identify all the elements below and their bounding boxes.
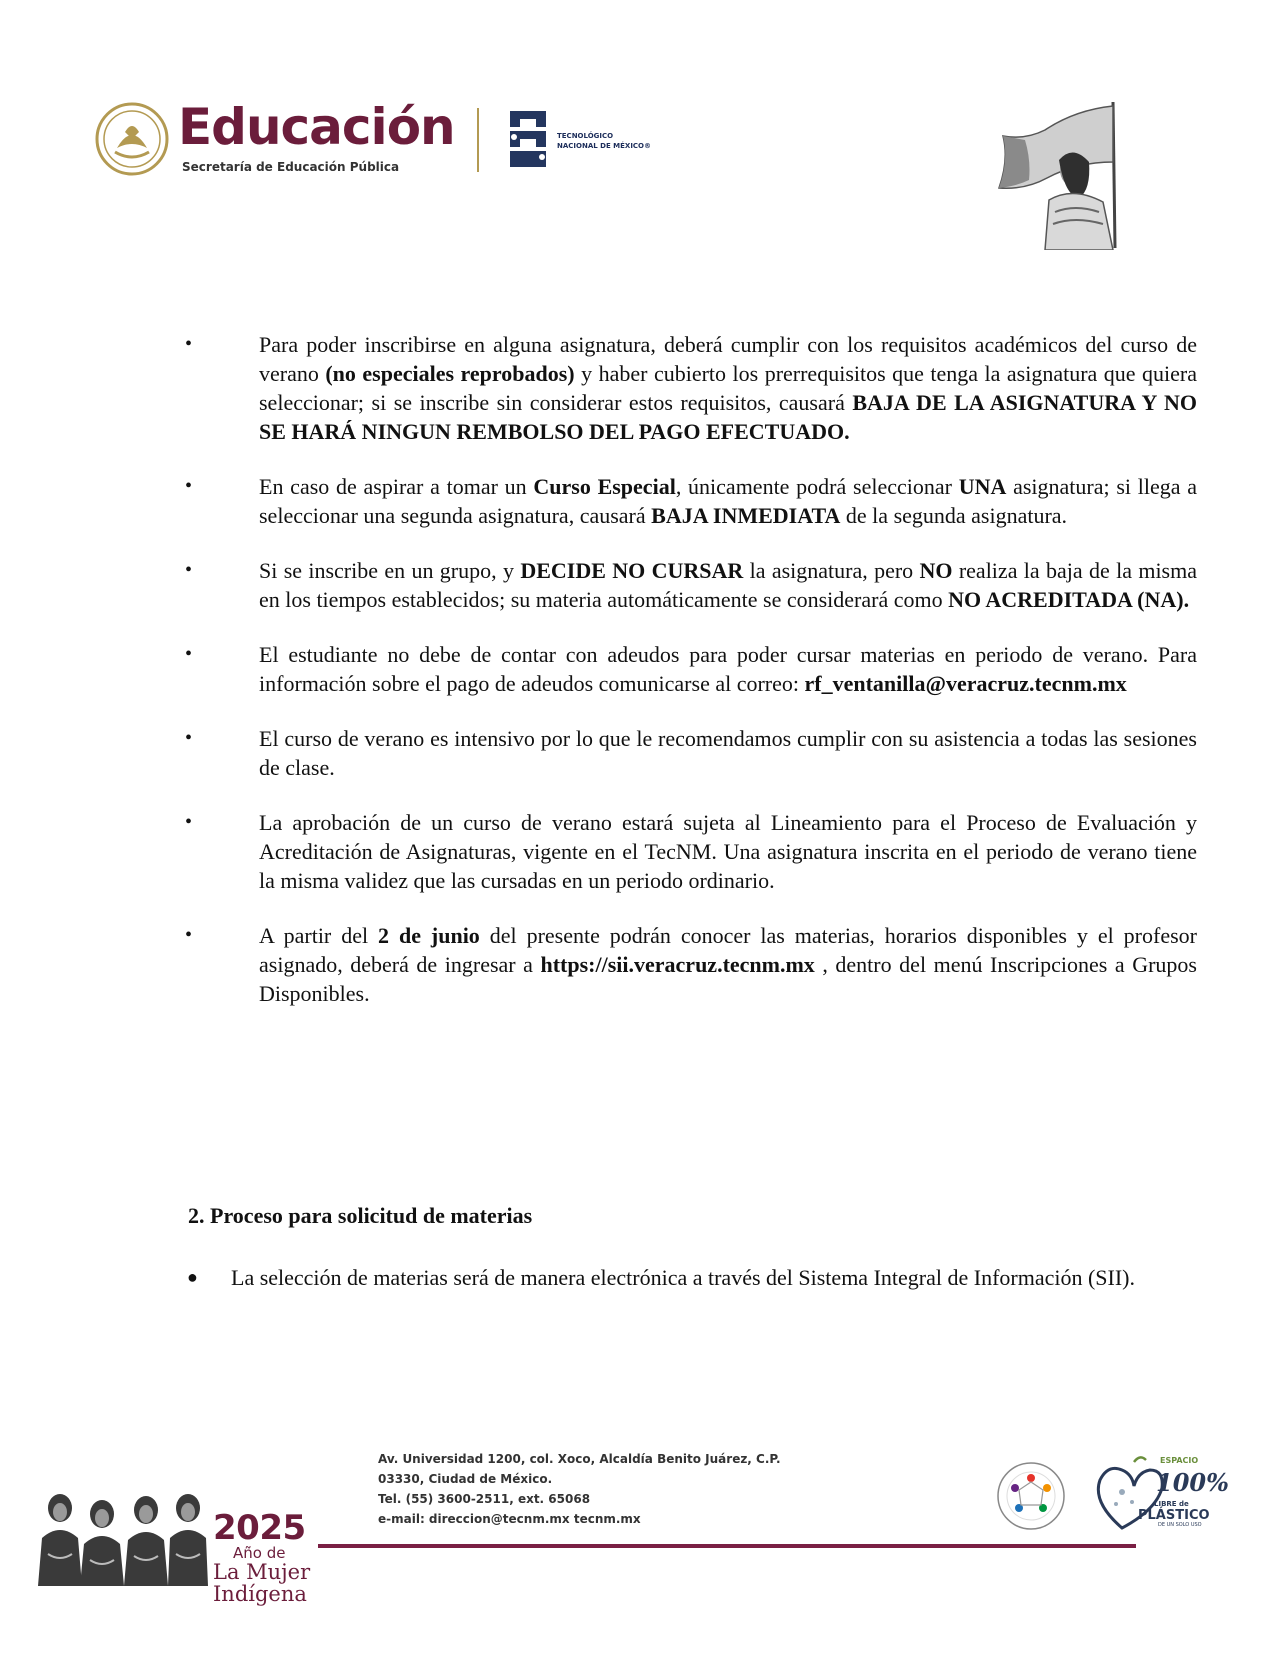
labor-equality-seal-icon <box>995 1460 1067 1532</box>
list-item <box>0 556 1275 614</box>
body-text: Si se inscribe en un grupo, y <box>259 558 521 583</box>
body-text: Para poder inscribirse en alguna asignatura, deberá cumplir con los requisitos académicos del curso de verano <box>259 332 1197 386</box>
bullet-dot: ● <box>187 1267 198 1287</box>
header-divider <box>477 108 479 172</box>
footer-rule <box>318 1544 1136 1548</box>
list-item-text <box>259 808 1197 895</box>
emphasis-text: https://sii.veracruz.tecnm.mx <box>540 952 815 977</box>
address-line-1: Av. Universidad 1200, col. Xoco, Alcaldía Benito Juárez, C.P. <box>378 1452 781 1466</box>
body-text: asignatura; si llega a seleccionar una segunda asignatura, causará <box>259 474 1198 528</box>
tecnm-line2: NACIONAL DE MÉXICO® <box>557 142 652 150</box>
page-header <box>0 0 1275 260</box>
bullet-dot: • <box>185 924 193 946</box>
body-text: del presente podrán conocer las materias, horarios disponibles y el profesor asignado, deberá de ingresar a <box>259 923 1197 977</box>
emphasis-text: 2 de junio <box>378 923 480 948</box>
list-item <box>0 808 1275 895</box>
body-text: de la segunda asignatura. <box>840 503 1068 528</box>
emphasis-text: NO ACREDITADA (NA). <box>948 587 1190 612</box>
plastic-badge-libre: LIBRE de <box>1154 1500 1189 1508</box>
body-text: , dentro del menú Inscripciones a Grupos Disponibles. <box>259 952 1197 1006</box>
phone-number: Tel. (55) 3600-2511, ext. 65068 <box>378 1492 591 1506</box>
brand-title: Educación <box>178 98 455 156</box>
email-contact: e-mail: direccion@tecnm.mx tecnm.mx <box>378 1512 641 1526</box>
indigenous-women-illustration-icon <box>38 1478 208 1586</box>
bullet-dot: • <box>185 475 193 497</box>
body-text: La aprobación de un curso de verano estará sujeta al Lineamiento para el Proceso de Evaluación y Acreditación de Asignaturas, vigente en el TecNM. Una asignatura inscrita en el periodo de verano tiene la misma validez que las cursadas en un periodo ordinario. <box>259 810 1197 893</box>
bullet-dot: • <box>185 333 193 355</box>
body-text: realiza la baja de la misma en los tiempos establecidos; su materia automáticamente se considerará como <box>259 558 1197 612</box>
body-text: y haber cubierto los prerrequisitos que tenga la asignatura que quiera seleccionar; si se inscribe sin considerar estos requisitos, causará <box>259 361 1198 415</box>
body-text: , únicamente podrá seleccionar <box>675 474 959 499</box>
list-item <box>0 330 1275 446</box>
address-line-2: 03330, Ciudad de México. <box>378 1472 553 1486</box>
body-text: El estudiante no debe de contar con adeudos para poder cursar materias en periodo de verano. Para información sobre el pago de adeudos comunicarse al correo: <box>259 642 1197 696</box>
bullet-dot: • <box>185 811 193 833</box>
plastic-badge-desc: DE UN SOLO USO <box>1158 1522 1202 1528</box>
list-item <box>0 472 1275 530</box>
emphasis-text: BAJA INMEDIATA <box>651 503 841 528</box>
tecnm-line1: TECNOLÓGICO <box>557 132 614 140</box>
list-item <box>0 640 1275 698</box>
section-heading: 2. Proceso para solicitud de materias <box>188 1203 533 1228</box>
bullet-dot: • <box>185 727 193 749</box>
emphasis-text: DECIDE NO CURSAR <box>520 558 744 583</box>
section-item-text: La selección de materias será de manera electrónica a través del Sistema Integral de Información (SII). <box>231 1265 1136 1290</box>
list-item-text <box>259 556 1197 614</box>
tecnm-logo-icon <box>506 107 550 171</box>
body-text: la asignatura, pero <box>743 558 920 583</box>
list-item-text <box>259 724 1197 782</box>
year-caption-1: Año de <box>233 1544 286 1562</box>
requirements-list <box>0 330 1275 1034</box>
plastic-badge-percent: 100% <box>1156 1468 1229 1497</box>
coat-of-arms-icon <box>95 102 169 176</box>
list-item <box>0 724 1275 782</box>
emphasis-text: BAJA DE LA ASIGNATURA Y NO SE HARÁ NINGUN REMBOLSO DEL PAGO EFECTUADO. <box>259 390 1198 444</box>
year-banner <box>213 1508 311 1606</box>
bullet-dot: • <box>185 559 193 581</box>
plastic-badge-espacio: ESPACIO <box>1160 1456 1199 1465</box>
bullet-dot: • <box>185 643 193 665</box>
list-item-text <box>259 921 1197 1008</box>
section-list-item <box>0 1263 1275 1292</box>
woman-with-flag-illustration-icon <box>995 100 1140 250</box>
emphasis-text: rf_ventanilla@veracruz.tecnm.mx <box>804 671 1127 696</box>
emphasis-text: UNA <box>958 474 1007 499</box>
list-item-text <box>259 640 1197 698</box>
brand-subtitle: Secretaría de Educación Pública <box>182 160 400 174</box>
body-text: A partir del <box>259 923 379 948</box>
list-item <box>0 921 1275 1008</box>
footer-address <box>378 1449 781 1529</box>
year-number: 2025 <box>213 1508 306 1548</box>
tecnm-wordmark <box>557 131 651 151</box>
emphasis-text: (no especiales reprobados) <box>325 361 575 386</box>
plastic-badge-word: PLÁSTICO <box>1138 1508 1210 1523</box>
year-caption-3: Indígena <box>213 1582 307 1606</box>
list-item-text <box>259 472 1197 530</box>
body-text: En caso de aspirar a tomar un <box>259 474 534 499</box>
emphasis-text: Curso Especial <box>533 474 676 499</box>
year-caption-2: La Mujer <box>213 1560 311 1584</box>
emphasis-text: NO <box>919 558 953 583</box>
list-item-text <box>259 330 1197 446</box>
body-text: El curso de verano es intensivo por lo que le recomendamos cumplir con su asistencia a todas las sesiones de clase. <box>259 726 1197 780</box>
